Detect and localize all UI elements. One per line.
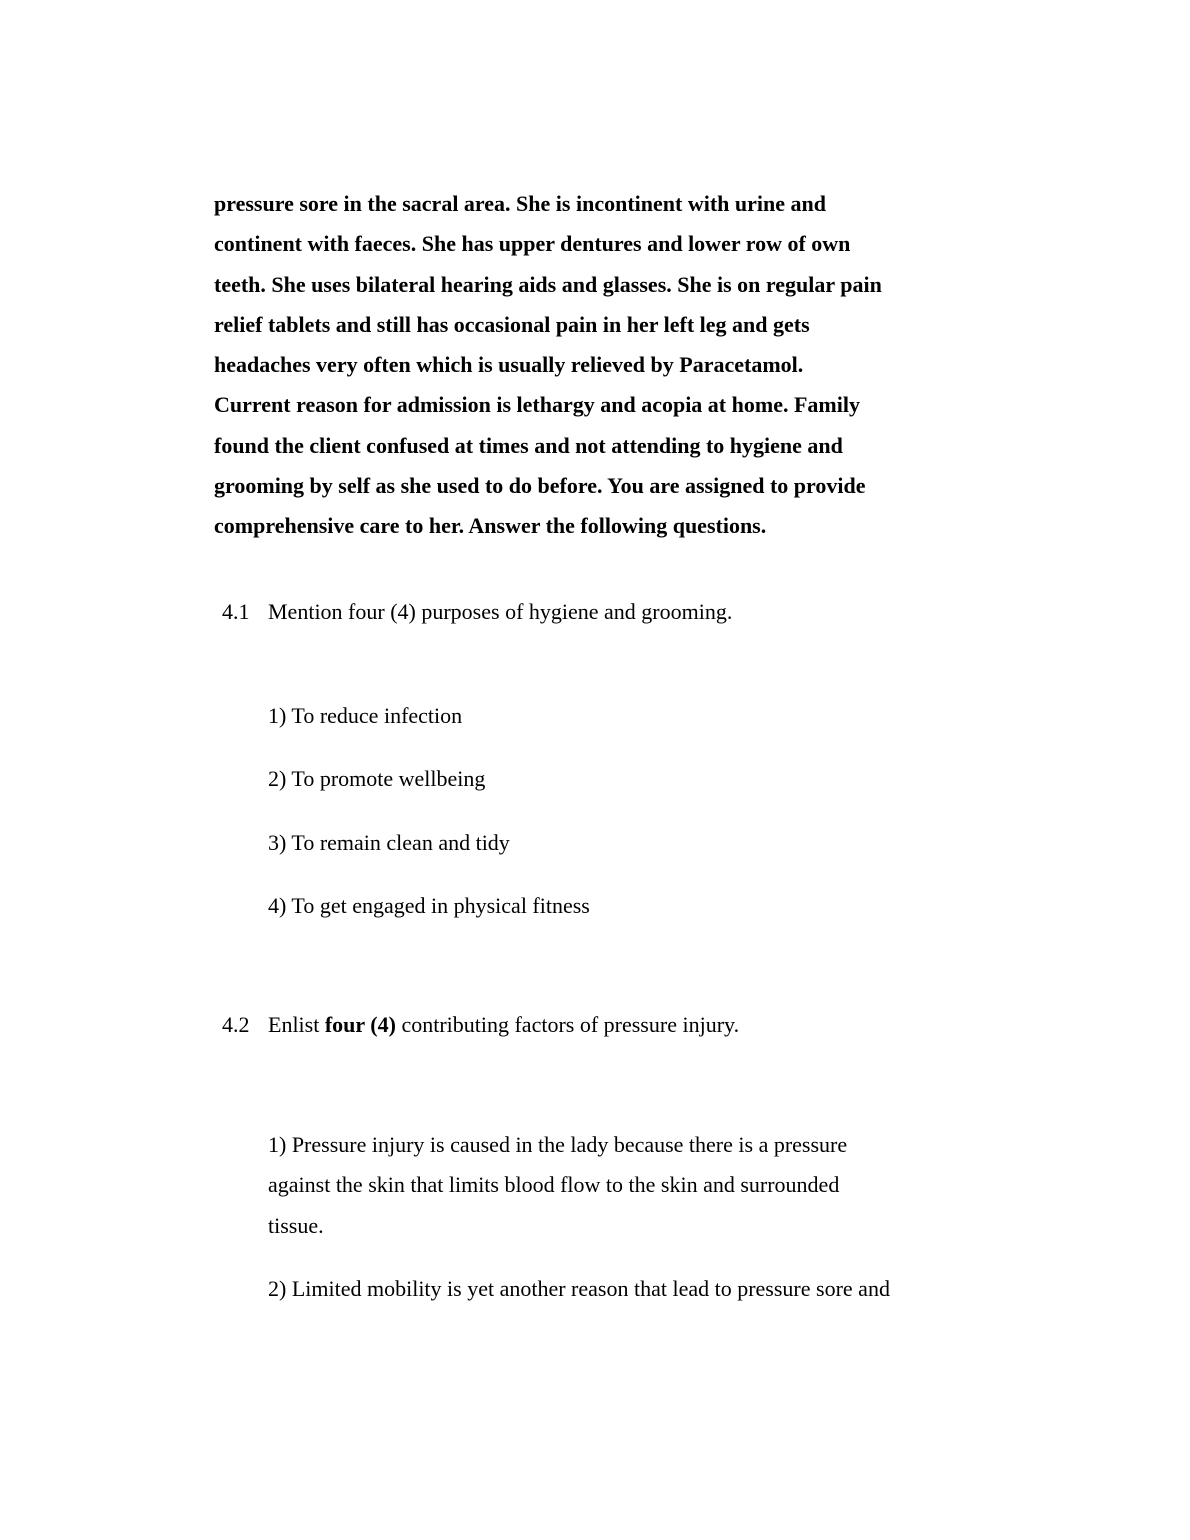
question-text-start: Enlist: [268, 1012, 325, 1037]
case-line-9: comprehensive care to her. Answer the following questions.: [214, 513, 767, 539]
answer-4-2-item-1: [268, 1125, 847, 1246]
question-text-end: contributing factors of pressure injury.: [395, 1012, 740, 1037]
answer-line: tissue.: [268, 1212, 324, 1238]
answer-4-1-item-4: 4) To get engaged in physical fitness: [268, 893, 590, 918]
question-4-2: [222, 1011, 739, 1039]
case-line-4: relief tablets and still has occasional pain in her left leg and gets: [214, 311, 810, 337]
case-line-3: teeth. She uses bilateral hearing aids and glasses. She is on regular pain: [214, 271, 882, 297]
question-number: 4.2: [222, 1012, 250, 1037]
case-line-5: headaches very often which is usually relieved by Paracetamol.: [214, 352, 804, 378]
answer-4-2-item-2: [268, 1269, 890, 1309]
answer-4-1-item-3: 3) To remain clean and tidy: [268, 830, 510, 855]
answer-4-1-item-1: 1) To reduce infection: [268, 703, 463, 728]
answer-4-1-item-2: 2) To promote wellbeing: [268, 766, 486, 791]
answer-line: 2) Limited mobility is yet another reason that lead to pressure sore and: [268, 1276, 890, 1301]
question-number: 4.1: [222, 599, 250, 624]
case-line-8: grooming by self as she used to do before. You are assigned to provide: [214, 473, 866, 499]
question-text-emphasis: four (4): [324, 1012, 396, 1037]
case-line-7: found the client confused at times and not attending to hygiene and: [214, 432, 843, 458]
case-line-6: Current reason for admission is lethargy and acopia at home. Family: [214, 392, 860, 418]
answer-line: 1) Pressure injury is caused in the lady because there is a pressure: [268, 1132, 848, 1157]
case-line-1: pressure sore in the sacral area. She is incontinent with urine and: [214, 191, 826, 216]
case-line-2: continent with faeces. She has upper dentures and lower row of own: [214, 231, 851, 257]
question-4-1: [222, 598, 732, 626]
question-text: Mention four (4) purposes of hygiene and grooming.: [268, 599, 733, 624]
answer-line: against the skin that limits blood flow to the skin and surrounded: [268, 1172, 840, 1198]
case-study-paragraph: [214, 184, 944, 547]
